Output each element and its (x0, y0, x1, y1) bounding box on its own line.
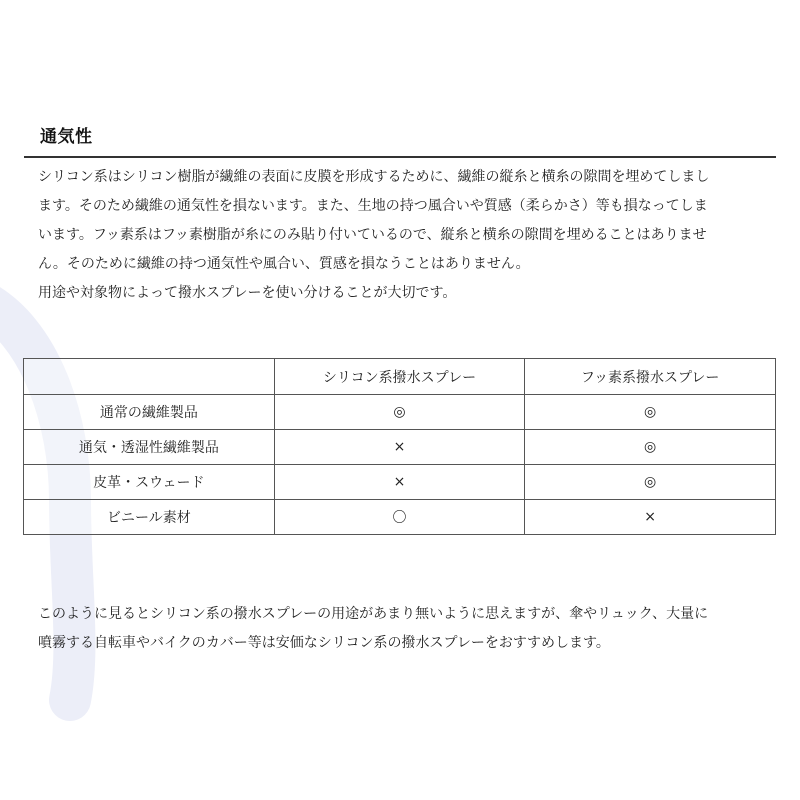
silicone-rating: × (274, 430, 525, 465)
table-row (24, 430, 776, 465)
row-label: 皮革・スウェード (24, 465, 275, 500)
table-header-silicone: シリコン系撥水スプレー (274, 359, 525, 395)
fluorine-rating: ◎ (525, 465, 776, 500)
silicone-rating: ◎ (274, 395, 525, 430)
row-label: 通常の繊維製品 (24, 395, 275, 430)
table-row (24, 395, 776, 430)
intro-line: います。フッ素系はフッ素樹脂が糸にのみ貼り付いているので、縦糸と横糸の隙間を埋めることはありませ (38, 227, 707, 243)
closing-line: このように見るとシリコン系の撥水スプレーの用途があまり無いように思えますが、傘やリュック、大量に (38, 606, 709, 622)
table-header-row (24, 359, 776, 395)
table-row (24, 465, 776, 500)
row-label: 通気・透湿性繊維製品 (24, 430, 275, 465)
table-row (24, 500, 776, 535)
intro-line: ん。そのために繊維の持つ通気性や風合い、質感を損なうことはありません。 (38, 256, 530, 272)
intro-line: ます。そのため繊維の通気性を損ないます。また、生地の持つ風合いや質感（柔らかさ）等も損なってしま (38, 198, 708, 214)
silicone-rating: × (274, 465, 525, 500)
fluorine-rating: × (525, 500, 776, 535)
fluorine-rating: ◎ (525, 430, 776, 465)
section-heading: 通気性 (40, 127, 93, 147)
table-header-fluorine: フッ素系撥水スプレー (525, 359, 776, 395)
intro-paragraph (38, 163, 758, 308)
closing-paragraph (38, 600, 758, 658)
heading-underline (24, 156, 776, 158)
row-label: ビニール素材 (24, 500, 275, 535)
silicone-rating: 〇 (274, 500, 525, 535)
fluorine-rating: ◎ (525, 395, 776, 430)
intro-line: 用途や対象物によって撥水スプレーを使い分けることが大切です。 (38, 285, 457, 301)
closing-line: 噴霧する自転車やバイクのカバー等は安価なシリコン系の撥水スプレーをおすすめします。 (38, 635, 610, 651)
intro-line: シリコン系はシリコン樹脂が繊維の表面に皮膜を形成するために、繊維の縦糸と横糸の隙間を埋めてしまし (38, 169, 710, 185)
table-header-cell-empty (24, 359, 275, 395)
comparison-table (23, 358, 776, 535)
